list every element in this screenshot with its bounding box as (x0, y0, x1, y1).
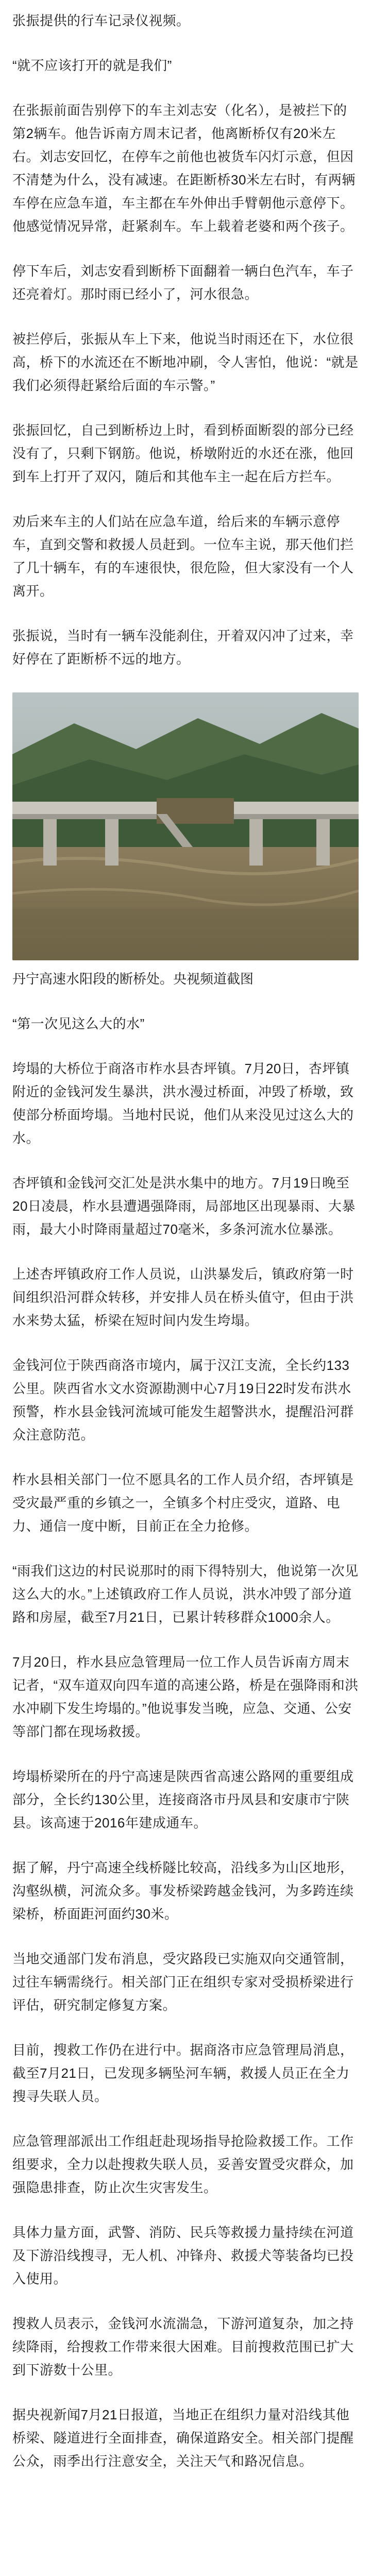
paragraph: 金钱河位于陕西商洛市境内，属于汉江支流，全长约133公里。陕西省水文水资源勘测中心7月19日22时发布洪水预警，柞水县金钱河流域可能发生超警洪水，提醒沿河群众注意防范。 (12, 1358, 354, 1443)
paragraph: 张振回忆，自己到断桥边上时，看到桥面断裂的部分已经没有了，只剩下钢筋。他说，桥墩附近的水还在涨，他回到车上打开了双闪，随后和其他车主一起在后方拦车。 (12, 422, 354, 484)
paragraph: 搜救人员表示，金钱河水流湍急，下游河道复杂，加之持续降雨，给搜救工作带来很大困难。目前搜救范围已扩大到下游数十公里。 (12, 2316, 354, 2378)
paragraph: “雨我们这边的村民说那时的雨下得特别大，他说第一次见这么大的水。”上述镇政府工作人员说，洪水冲毁了部分道路和房屋，截至7月21日，已累计转移群众1000余人。 (12, 1563, 359, 1625)
paragraph: 杏坪镇和金钱河交汇处是洪水集中的地方。7月19日晚至20日凌晨，柞水县遭遇强降雨，局部地区出现暴雨、大暴雨，最大小时降雨量超过70毫米，多条河流水位暴涨。 (12, 1175, 356, 1237)
bridge-photo (12, 692, 359, 960)
paragraph: 停下车后，刘志安看到断桥下面翻着一辆白色汽车，车子还亮着灯。那时雨已经小了，河水很急。 (12, 263, 354, 302)
paragraph: 上述杏坪镇政府工作人员说，山洪暴发后，镇政府第一时间组织沿河群众转移，并安排人员在桥头值守，但由于洪水来势太猛，桥梁在短时间内发生垮塌。 (12, 1266, 354, 1328)
paragraph: 柞水县相关部门一位不愿具名的工作人员介绍，杏坪镇是受灾最严重的乡镇之一，全镇多个村庄受灾，道路、电力、通信一度中断，目前正在全力抢修。 (12, 1472, 354, 1534)
paragraph: 被拦停后，张振从车上下来，他说当时雨还在下，水位很高，桥下的水流还在不断地冲刷，令人害怕，他说：“就是我们必须得赶紧给后面的车示警。” (12, 331, 359, 393)
paragraph: 当地交通部门发布消息，受灾路段已实施双向交通管制，过往车辆需绕行。相关部门正在组织专家对受损桥梁进行评估，研究制定修复方案。 (12, 1951, 354, 2013)
paragraph: 应急管理部派出工作组赶赴现场指导抢险救援工作。工作组要求，全力以赴搜救失联人员，妥善安置受灾群众，加强隐患排查，防止次生灾害发生。 (12, 2133, 354, 2195)
collapsed-bridge-image (12, 692, 359, 960)
paragraph: 劝后来车主的人们站在应急车道，给后来的车辆示意停车，直到交警和救援人员赶到。一位车主说，那天他们拦了几十辆车，有的车速很快，很危险，但大家没有一个人离开。 (12, 514, 354, 599)
photo-caption: 丹宁高速水阳段的断桥处。央视频道截图 (12, 971, 254, 987)
paragraph: 据央视新闻7月21日报道，当地正在组织力量对沿线其他桥梁、隧道进行全面排查，确保道路安全。相关部门提醒公众，雨季出行注意安全，关注天气和路况信息。 (12, 2407, 354, 2469)
paragraph: 具体力量方面，武警、消防、民兵等救援力量持续在河道及下游沿线搜寻，无人机、冲锋舟、救援犬等装备均已投入使用。 (12, 2225, 354, 2286)
paragraph: 据了解，丹宁高速全线桥隧比较高，沿线多为山区地形，沟壑纵横，河流众多。事发桥梁跨越金钱河，为多跨连续梁桥，桥面距河面约30米。 (12, 1860, 354, 1922)
paragraph: 垮塌桥梁所在的丹宁高速是陕西省高速公路网的重要组成部分，全长约130公里，连接商洛市丹凤县和安康市宁陕县。该高速于2016年建成通车。 (12, 1769, 354, 1831)
paragraph: 7月20日，柞水县应急管理局一位工作人员告诉南方周末记者，“双车道双向四车道的高速公路，桥是在强降雨和洪水冲刷下发生垮塌的。”他说事发当晚，应急、交通、公安等部门都在现场救援。 (12, 1654, 359, 1739)
paragraph: 张振说，当时有一辆车没能刹住，开着双闪冲了过来，幸好停在了距断桥不远的地方。 (12, 628, 354, 667)
article-text-top (0, 0, 371, 671)
article-text-middle (0, 1012, 371, 2473)
section-quote-2: “第一次见这么大的水” (12, 1016, 145, 1031)
top-caption: 张振提供的行车记录仪视频。 (12, 13, 190, 28)
section-quote: “就不应该打开的就是我们” (12, 58, 172, 73)
paragraph: 垮塌的大桥位于商洛市柞水县杏坪镇。7月20日，杏坪镇附近的金钱河发生暴洪，洪水漫过桥面，冲毁了桥墩，致使部分桥面垮塌。当地村民说，他们从来没见过这么大的水。 (12, 1061, 354, 1146)
paragraph: 目前，搜救工作仍在进行中。据商洛市应急管理局消息，截至7月21日，已发现多辆坠河车辆，救援人员正在全力搜寻失联人员。 (12, 2042, 354, 2104)
paragraph: 在张振前面告别停下的车主刘志安（化名），是被拦下的第2辆车。他告诉南方周末记者，他离断桥仅有20米左右。刘志安回忆，在停车之前他也被货车闪灯示意，但因不清楚为什么，没有减速。在距断桥30米左右时，有两辆车停在应急车道，车主都在车外伸出手臂朝他示意停下。他感觉情况异常，赶紧刹车。车上载着老婆和两个孩子。 (12, 103, 356, 234)
